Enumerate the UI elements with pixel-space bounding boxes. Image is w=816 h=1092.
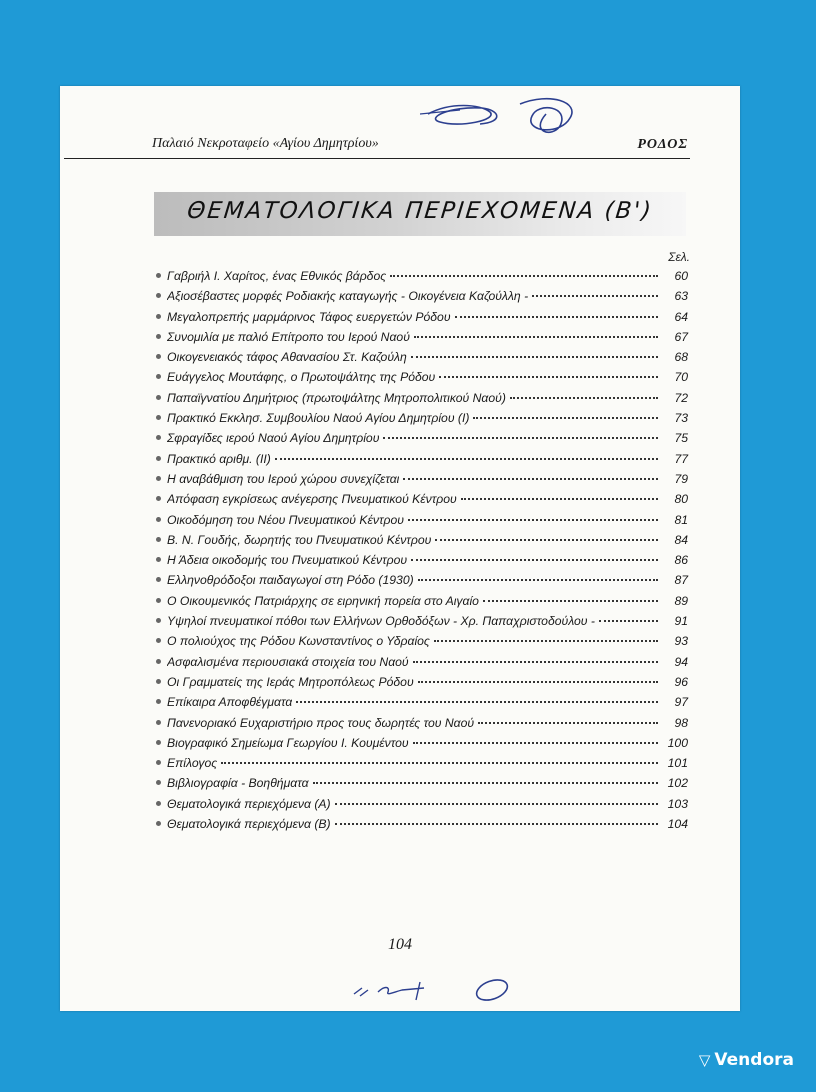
toc-entry — [156, 817, 688, 837]
toc-entry-title: Ασφαλισμένα περιουσιακά στοιχεία του Ναού — [167, 654, 409, 669]
bullet-icon — [156, 395, 161, 400]
dot-leader — [435, 538, 658, 541]
dot-leader — [413, 660, 658, 663]
toc-entry — [156, 553, 688, 573]
dot-leader — [434, 639, 658, 642]
bullet-icon — [156, 293, 161, 298]
toc-entry-title: Επίκαιρα Αποφθέγματα — [167, 695, 293, 710]
toc-entry — [156, 370, 688, 390]
toc-entry-page: 67 — [674, 329, 688, 344]
toc-entry — [156, 695, 688, 715]
toc-entry-title: Σφραγίδες ιερού Ναού Αγίου Δημητρίου — [167, 431, 380, 446]
vendora-logo-icon: ▽ — [698, 1051, 711, 1069]
bullet-icon — [156, 780, 161, 785]
toc-entry-title: Ο Οικουμενικός Πατριάρχης σε ειρηνική πορεία στο Αιγαίο — [167, 593, 479, 608]
bullet-icon — [156, 517, 161, 522]
toc-entry-page: 98 — [674, 715, 688, 730]
toc-entry — [156, 350, 688, 370]
dot-leader — [461, 497, 658, 500]
toc-entry — [156, 594, 688, 614]
toc-entry-page: 84 — [674, 532, 688, 547]
dot-leader — [599, 619, 658, 622]
signature-bottom — [350, 970, 520, 1006]
toc-entry-title: Γαβριήλ Ι. Χαρίτος, ένας Εθνικός βάρδος — [167, 269, 387, 283]
toc-entry-page: 80 — [674, 492, 688, 507]
running-header-location: ΡΟΔΟΣ — [637, 137, 688, 152]
toc-entry — [156, 472, 688, 492]
dot-leader — [403, 477, 658, 480]
dot-leader — [532, 294, 658, 297]
toc-entry-title: Μεγαλοπρεπής μαρμάρινος Τάφος ευεργετών Ρόδου — [167, 309, 451, 324]
page-column-label: Σελ. — [668, 250, 690, 264]
bullet-icon — [156, 334, 161, 339]
bullet-icon — [156, 456, 161, 461]
bullet-icon — [156, 598, 161, 603]
toc-entry-page: 104 — [667, 817, 688, 832]
dot-leader — [473, 416, 658, 419]
toc-entry-title: Βιβλιογραφία - Βοηθήματα — [167, 776, 309, 791]
toc-entry — [156, 391, 688, 411]
toc-entry — [156, 675, 688, 695]
bullet-icon — [156, 618, 161, 623]
toc-entry-title: Β. Ν. Γουδής, δωρητής του Πνευματικού Κέντρου — [167, 532, 432, 547]
dot-leader — [455, 315, 658, 318]
header-rule — [64, 158, 690, 159]
toc-entry-page: 63 — [674, 289, 688, 304]
bullet-icon — [156, 314, 161, 319]
toc-entry-page: 97 — [674, 695, 688, 710]
toc-entry-page: 81 — [674, 512, 688, 527]
toc-entry — [156, 776, 688, 796]
dot-leader — [413, 741, 658, 744]
toc-entry-page: 100 — [667, 735, 688, 750]
bullet-icon — [156, 699, 161, 704]
dot-leader — [483, 599, 658, 602]
bullet-icon — [156, 374, 161, 379]
dot-leader — [408, 518, 658, 521]
toc-entry-page: 70 — [674, 370, 688, 385]
toc-entry — [156, 655, 688, 675]
bullet-icon — [156, 415, 161, 420]
dot-leader — [221, 761, 658, 764]
toc-entry-page: 93 — [674, 634, 688, 649]
toc-entry-title: Παπαϊγνατίου Δημήτριος (πρωτοψάλτης Μητροπολιτικού Ναού) — [167, 390, 506, 405]
bullet-icon — [156, 537, 161, 542]
toc-entry-title: Απόφαση εγκρίσεως ανέγερσης Πνευματικού Κέντρου — [167, 492, 457, 507]
toc-entry-title: Ευάγγελος Μουτάφης, ο Πρωτοψάλτης της Ρόδου — [167, 370, 436, 385]
toc-entry-title: Πρακτικό αριθμ. (ΙΙ) — [167, 451, 271, 466]
toc-entry — [156, 289, 688, 309]
dot-leader — [478, 721, 658, 724]
toc-entry-page: 86 — [674, 553, 688, 568]
toc-entry-page: 89 — [674, 593, 688, 608]
bullet-icon — [156, 496, 161, 501]
toc-entry — [156, 513, 688, 533]
toc-entry — [156, 634, 688, 654]
toc-entry-title: Θεματολογικά περιεχόμενα (Α) — [167, 796, 331, 811]
dot-leader — [313, 781, 658, 784]
dot-leader — [383, 436, 658, 439]
toc-entry-title: Πρακτικό Εκκλησ. Συμβουλίου Ναού Αγίου Δημητρίου (Ι) — [167, 411, 470, 426]
dot-leader — [418, 578, 658, 581]
table-of-contents — [156, 269, 688, 837]
toc-entry — [156, 330, 688, 350]
toc-entry-title: Ο πολιούχος της Ρόδου Κωνσταντίνος ο Υδραίος — [167, 634, 430, 649]
dot-leader — [418, 680, 658, 683]
dot-leader — [414, 335, 658, 338]
dot-leader — [411, 558, 658, 561]
toc-entry-page: 68 — [674, 350, 688, 365]
bullet-icon — [156, 760, 161, 765]
toc-entry-page: 94 — [674, 654, 688, 669]
toc-entry-page: 87 — [674, 573, 688, 588]
toc-entry — [156, 492, 688, 512]
bullet-icon — [156, 679, 161, 684]
toc-entry — [156, 614, 688, 634]
toc-entry-page: 60 — [674, 269, 688, 283]
bullet-icon — [156, 354, 161, 359]
vendora-watermark: ▽ Vendora — [698, 1050, 794, 1070]
toc-entry-page: 73 — [674, 411, 688, 426]
bullet-icon — [156, 476, 161, 481]
toc-entry — [156, 756, 688, 776]
toc-entry — [156, 452, 688, 472]
bullet-icon — [156, 638, 161, 643]
toc-entry-title: Η αναβάθμιση του Ιερού χώρου συνεχίζεται — [167, 471, 400, 486]
bullet-icon — [156, 659, 161, 664]
dot-leader — [275, 457, 658, 460]
toc-entry-title: Συνομιλία με παλιό Επίτροπο του Ιερού Ναού — [167, 329, 410, 344]
toc-entry-page: 103 — [667, 796, 688, 811]
toc-entry — [156, 797, 688, 817]
page-title: ΘΕΜΑΤΟΛΟΓΙΚΑ ΠΕΡΙΕΧΟΜΕΝΑ (Β') — [185, 198, 655, 224]
toc-entry-title: Ελληνοθρόδοξοι παιδαγωγοί στη Ρόδο (1930) — [167, 573, 414, 588]
bullet-icon — [156, 821, 161, 826]
bullet-icon — [156, 557, 161, 562]
toc-entry-title: Επίλογος — [167, 756, 218, 771]
title-banner — [154, 192, 686, 236]
toc-entry-page: 72 — [674, 390, 688, 405]
dot-leader — [296, 700, 658, 703]
toc-entry-page: 91 — [674, 614, 688, 629]
toc-entry-title: Πανενοριακό Ευχαριστήριο προς τους δωρητές του Ναού — [167, 715, 475, 730]
toc-entry-page: 79 — [674, 471, 688, 486]
bullet-icon — [156, 435, 161, 440]
document-page — [60, 86, 740, 1011]
toc-entry-title: Οι Γραμματείς της Ιεράς Μητροπόλεως Ρόδου — [167, 674, 414, 689]
toc-entry-title: Υψηλοί πνευματικοί πόθοι των Ελλήνων Ορθοδόξων - Χρ. Παπαχριστοδούλου - — [167, 614, 595, 629]
toc-entry — [156, 411, 688, 431]
running-header-title: Παλαιό Νεκροταφείο «Αγίου Δημητρίου» — [152, 136, 379, 151]
toc-entry-title: Οικοδόμηση του Νέου Πνευματικού Κέντρου — [167, 512, 404, 527]
toc-entry — [156, 716, 688, 736]
bullet-icon — [156, 273, 161, 278]
bullet-icon — [156, 801, 161, 806]
toc-entry-page: 101 — [667, 756, 688, 771]
bullet-icon — [156, 740, 161, 745]
dot-leader — [439, 375, 658, 378]
toc-entry-page: 96 — [674, 674, 688, 689]
toc-entry — [156, 736, 688, 756]
toc-entry-page: 75 — [674, 431, 688, 446]
toc-entry-title: Βιογραφικό Σημείωμα Γεωργίου Ι. Κουμέντου — [167, 735, 409, 750]
dot-leader — [390, 274, 658, 277]
toc-entry-title: Οικογενειακός τάφος Αθανασίου Στ. Καζούλη — [167, 350, 407, 365]
toc-entry-page: 77 — [674, 451, 688, 466]
toc-entry — [156, 310, 688, 330]
dot-leader — [411, 355, 658, 358]
toc-entry-title: Θεματολογικά περιεχόμενα (Β) — [167, 817, 331, 832]
toc-entry-title: Αξιοσέβαστες μορφές Ροδιακής καταγωγής - Οικογένεια Καζούλλη - — [167, 289, 529, 304]
toc-entry — [156, 573, 688, 593]
bullet-icon — [156, 720, 161, 725]
page-number: 104 — [388, 936, 412, 953]
dot-leader — [510, 396, 658, 399]
bullet-icon — [156, 577, 161, 582]
toc-entry — [156, 431, 688, 451]
dot-leader — [335, 822, 658, 825]
toc-entry — [156, 533, 688, 553]
toc-entry-page: 102 — [667, 776, 688, 791]
toc-entry-page: 64 — [674, 309, 688, 324]
signature-top — [420, 92, 590, 142]
dot-leader — [335, 802, 658, 805]
toc-entry-title: Η Άδεια οικοδομής του Πνευματικού Κέντρου — [167, 553, 408, 568]
toc-entry — [156, 269, 688, 289]
